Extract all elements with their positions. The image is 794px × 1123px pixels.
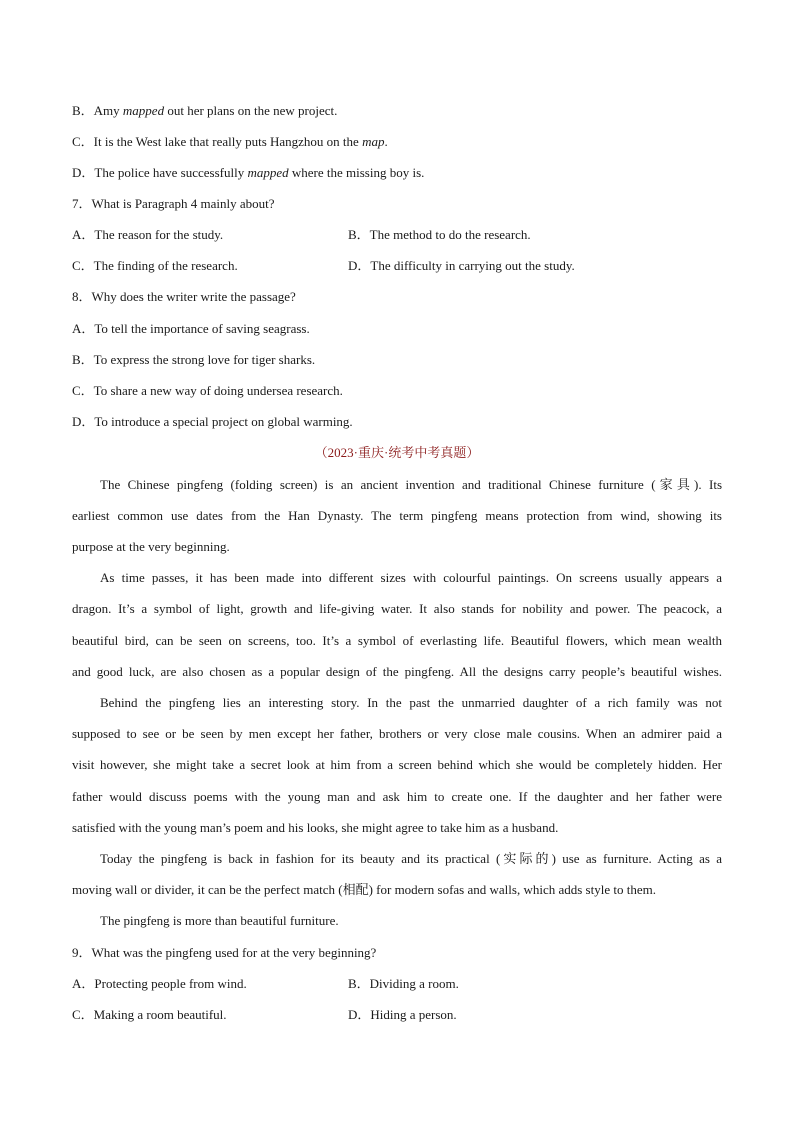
passage-p1-line3: purpose at the very beginning. [72,539,230,554]
passage-p5: The pingfeng is more than beautiful furniture. [100,913,339,928]
q9-stem: 9．What was the pingfeng used for at the very beginning? [72,945,377,960]
passage-p3-line1: Behind the pingfeng lies an interesting story. In the past the unmarried daughter of a rich family was not [100,695,722,710]
q6-option-b-text: B．Amy [72,103,123,118]
passage-p3-line3: visit however, she might take a secret look at him from a screen behind which she would be completely hidden. Her [72,757,722,772]
q8-option-c: C．To share a new way of doing undersea research. [72,383,343,398]
q6-option-b-tail: out her plans on the new project. [164,103,338,118]
q6-option-d-text: D．The police have successfully [72,165,248,180]
q6-option-c-tail: . [384,134,388,149]
q8-option-b: B．To express the strong love for tiger sharks. [72,352,316,367]
q7-stem: 7．What is Paragraph 4 mainly about? [72,196,275,211]
passage-p4-line2: moving wall or divider, it can be the perfect match (相配) for modern sofas and walls, which adds style to them. [72,882,656,897]
q9-option-c: C．Making a room beautiful. [72,1007,227,1022]
q6-option-b-em: mapped [122,103,165,118]
q6-option-b [72,103,337,119]
passage-p3-line2: supposed to see or be seen by men except her father, brothers or very close male cousins. When an admirer paid a [72,726,722,741]
q6-option-c [72,134,388,150]
q6-option-c-em: map [362,134,385,149]
q9-option-b: B．Dividing a room. [348,976,459,991]
passage-p1-line2: earliest common use dates from the Han Dynasty. The term pingfeng means protection from wind, showing its [72,508,722,523]
q9-option-a: A．Protecting people from wind. [72,976,247,991]
q7-option-c: C．The finding of the research. [72,258,238,273]
q7-option-b: B．The method to do the research. [348,227,531,242]
passage-p2-line1: As time passes, it has been made into different sizes with colourful paintings. On screens usually appears a [100,570,722,585]
q7-option-a: A．The reason for the study. [72,227,224,242]
passage-p2-line4: and good luck, are also chosen as a popular design of the pingfeng. All the designs carry people’s beautiful wishes. [72,664,722,679]
q7-option-d: D．The difficulty in carrying out the study. [348,258,575,273]
passage-p2-line3: beautiful bird, can be seen on screens, too. It’s a symbol of everlasting life. Beautiful flowers, which mean wealth [72,633,722,648]
passage-p3-line5: satisfied with the young man’s poem and his looks, she might agree to take him as a husband. [72,820,559,835]
passage-p4-line1: Today the pingfeng is back in fashion for its beauty and its practical (实际的) use as furniture. Acting as a [100,851,722,866]
source-label: （2023·重庆·统考中考真题） [314,445,480,460]
q6-option-d [72,165,424,181]
q6-option-c-text: C．It is the West lake that really puts Hangzhou on the [72,134,363,149]
q8-option-d: D．To introduce a special project on global warming. [72,414,353,429]
q8-option-a: A．To tell the importance of saving seagrass. [72,321,310,336]
q8-stem: 8．Why does the writer write the passage? [72,289,296,304]
q9-option-d: D．Hiding a person. [348,1007,457,1022]
passage-p3-line4: father would discuss poems with the young man and ask him to create one. If the daughter and her father were [72,789,722,804]
q6-option-d-em: mapped [247,165,289,180]
passage-p1-line1: The Chinese pingfeng (folding screen) is an ancient invention and traditional Chinese furniture (家具). Its [100,477,722,492]
q6-option-d-tail: where the missing boy is. [288,165,425,180]
passage-p2-line2: dragon. It’s a symbol of light, growth and life-giving water. It also stands for nobility and power. The peacock, a [72,601,722,616]
